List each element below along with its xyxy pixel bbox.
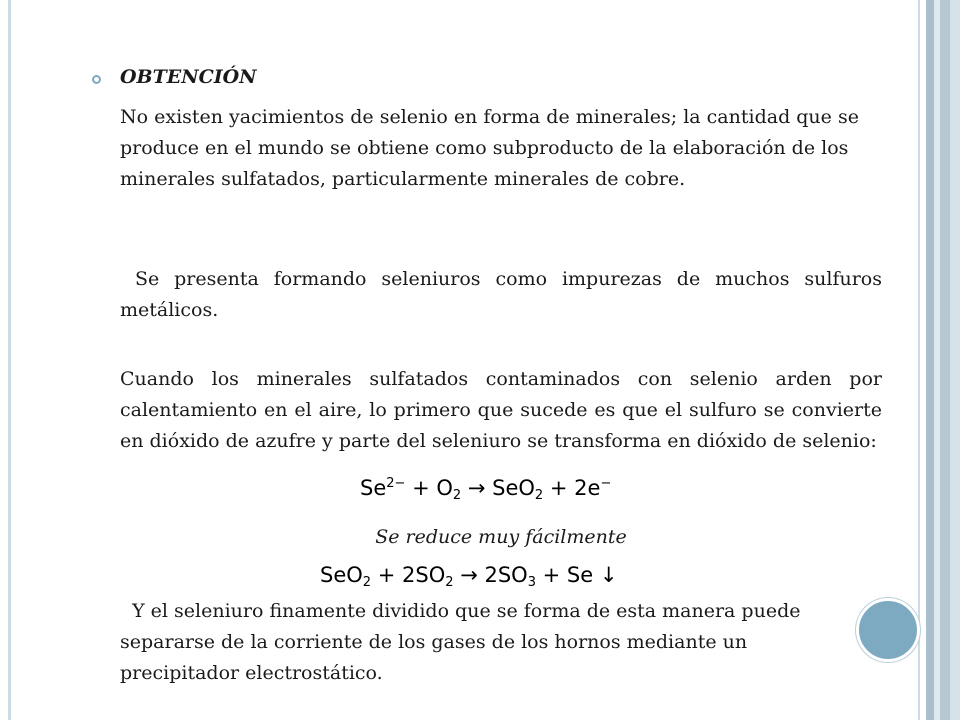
equation-2: $SeO_2 + 2SO_2 \to 2SO_3 + Se$ ↓ — [320, 563, 618, 590]
equation-caption: Se reduce muy fácilmente — [375, 526, 627, 548]
decor-circle — [856, 598, 920, 662]
paragraph-1: No existen yacimientos de selenio en forma de minerales; la cantidad que se produce en el mundo se obtiene como subproducto de la elaboración de los minerales sulfatados, particularmente minerales de cobre. — [120, 106, 859, 190]
paragraph-3: Cuando los minerales sulfatados contaminados con selenio arden por calentamiento en el aire, lo primero que sucede es que el sulfuro se convierte en dióxido de azufre y parte del seleniuro se transforma en dióxido de selenio: — [120, 368, 882, 452]
paragraph-4: Y el seleniuro finamente dividido que se forma de esta manera puede separarse de la corriente de los gases de los hornos mediante un precipitador electrostático. — [120, 600, 801, 684]
paragraph-2: Se presenta formando seleniuros como impurezas de muchos sulfuros metálicos. — [120, 268, 882, 321]
left-frame-line — [8, 0, 11, 720]
decor-stripe — [950, 0, 960, 720]
decor-stripe — [926, 0, 934, 720]
equation-1: $Se^{2-} + O_2 \to SeO_2 + 2e^-$ — [360, 476, 612, 503]
slide-heading: OBTENCIÓN — [120, 66, 257, 88]
decor-stripe — [940, 0, 950, 720]
right-frame-line — [918, 0, 920, 720]
bullet-icon — [92, 75, 101, 84]
